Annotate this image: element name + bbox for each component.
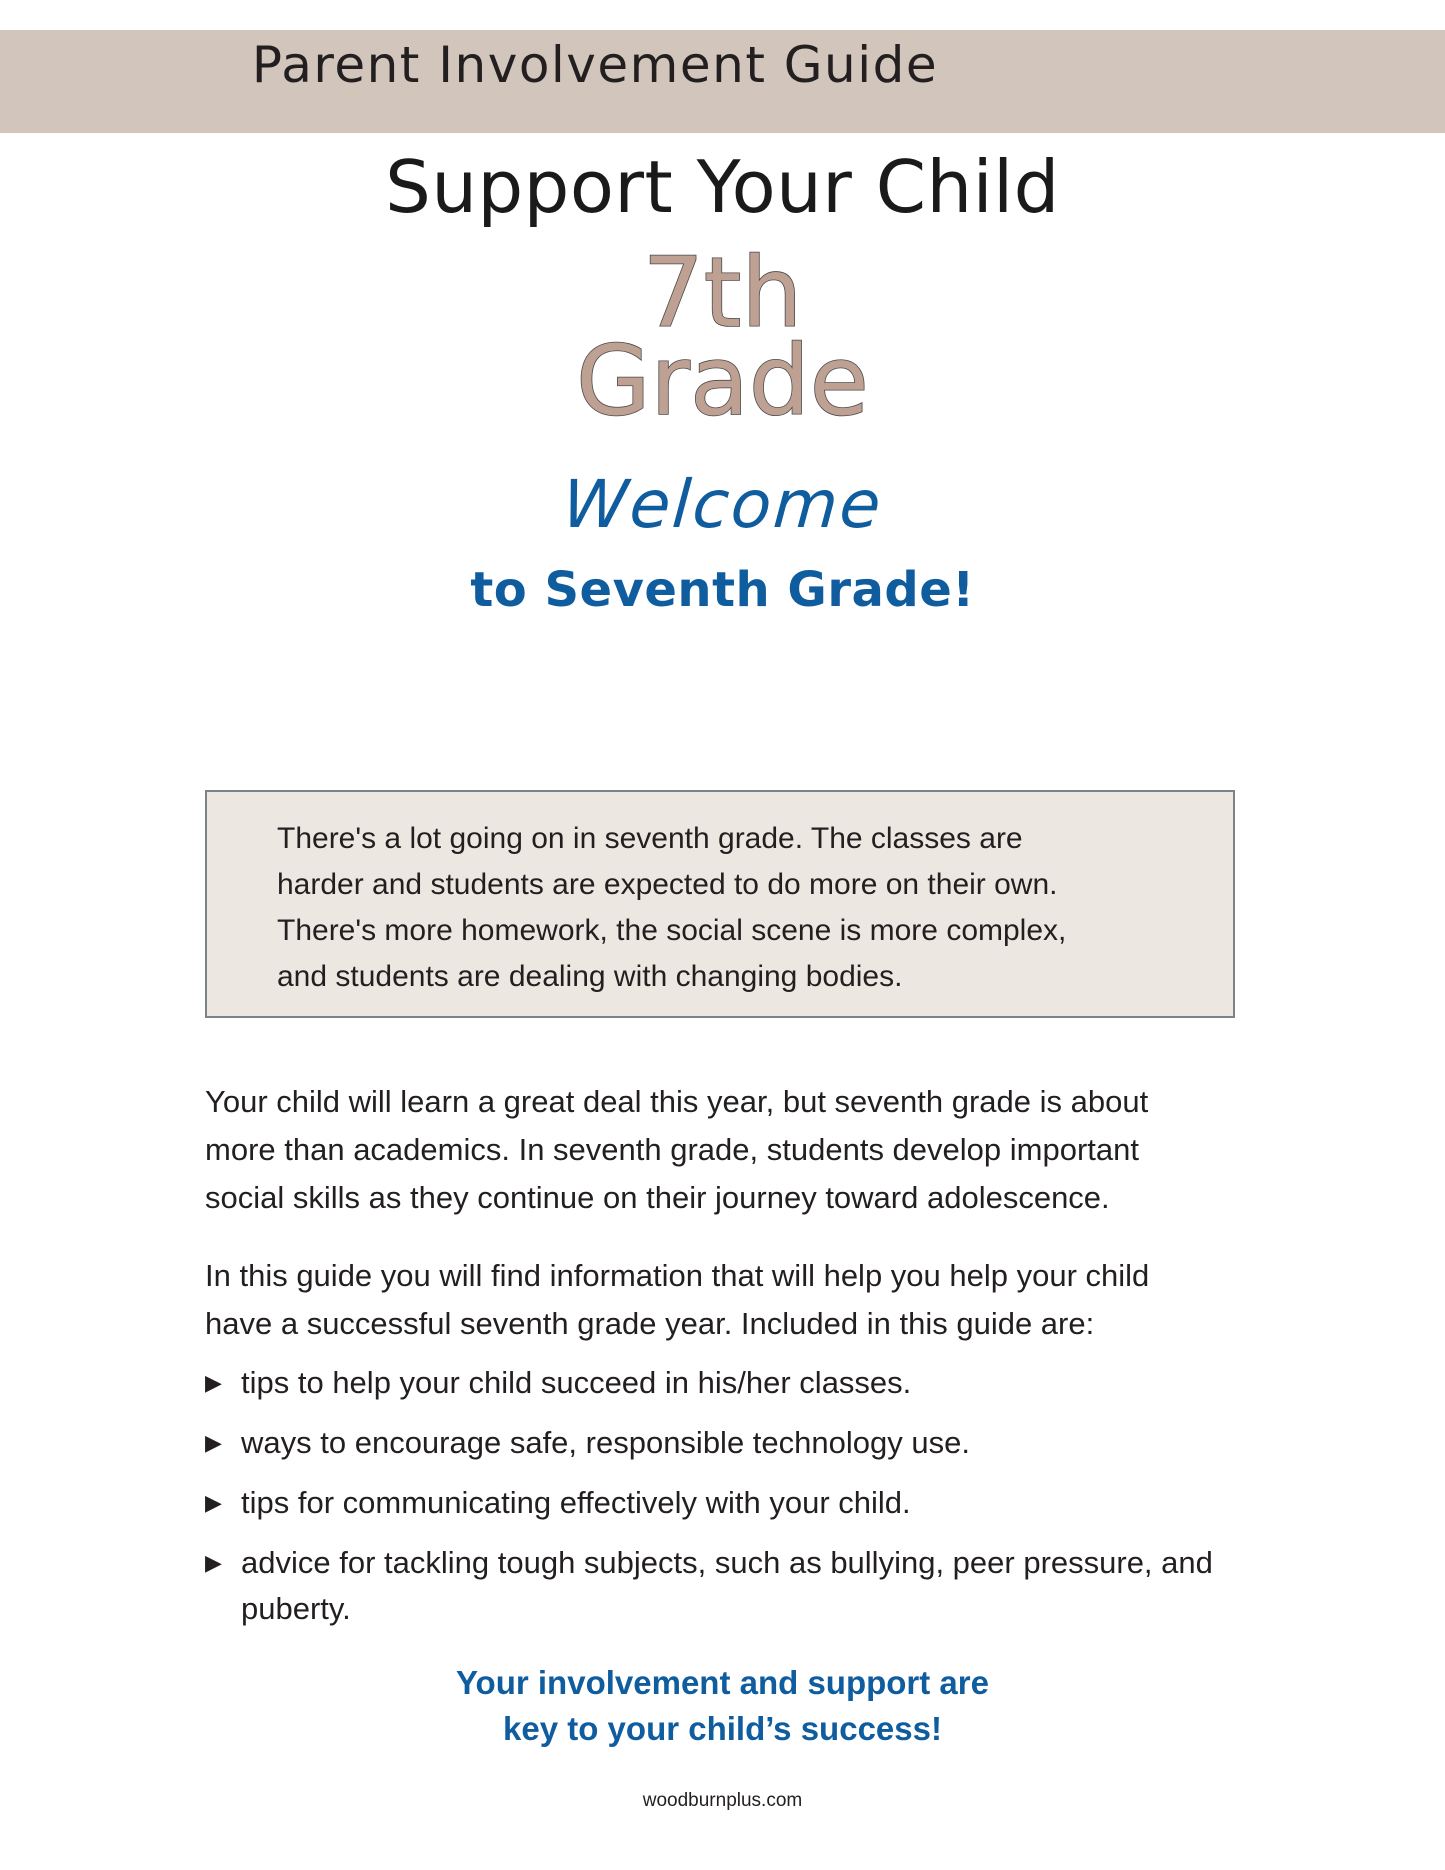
triangle-bullet-icon: ▶	[205, 1430, 222, 1455]
grade-number: 7th	[642, 236, 803, 349]
body-paragraph: In this guide you will find information that will help you help your child have a successful seventh grade year. Included in this guide are:	[205, 1258, 1150, 1341]
triangle-bullet-icon: ▶	[205, 1490, 222, 1515]
closing-line-2: key to your child’s success!	[503, 1710, 942, 1747]
body-copy	[205, 1078, 1215, 1378]
closing-line-1: Your involvement and support are	[456, 1664, 989, 1701]
title-block	[0, 145, 1445, 618]
footer-source: woodburnplus.com	[642, 1790, 803, 1811]
callout-box	[205, 790, 1235, 1018]
list-item-label: tips to help your child succeed in his/her classes.	[241, 1365, 912, 1400]
list-item-label: tips for communicating effectively with your child.	[241, 1485, 911, 1520]
grade-word: Grade	[576, 324, 869, 437]
callout-text	[277, 816, 1177, 1000]
list-item-label: ways to encourage safe, responsible technology use.	[241, 1425, 970, 1460]
list-item	[205, 1420, 1225, 1466]
list-item	[205, 1540, 1225, 1632]
list-item-label: advice for tackling tough subjects, such as bullying, peer pressure, and puberty.	[241, 1545, 1213, 1626]
closing-statement	[0, 1660, 1445, 1752]
callout-line: and students are dealing with changing bodies.	[277, 960, 903, 993]
page-header-title: Parent Involvement Guide	[251, 36, 939, 94]
grade-display	[0, 236, 1445, 437]
welcome-subtitle: to Seventh Grade!	[470, 561, 975, 618]
callout-line: harder and students are expected to do more on their own.	[277, 868, 1058, 901]
triangle-bullet-icon: ▶	[205, 1550, 222, 1575]
guide-contents-list	[205, 1360, 1225, 1646]
page-title: Support Your Child	[385, 145, 1060, 229]
triangle-bullet-icon: ▶	[205, 1370, 222, 1395]
callout-line: There's more homework, the social scene is more complex,	[277, 914, 1067, 947]
callout-line: There's a lot going on in seventh grade. The classes are	[277, 822, 1023, 855]
body-paragraph: Your child will learn a great deal this year, but seventh grade is about more than academics. In seventh grade, students develop important social skills as they continue on their journey toward adolescence.	[205, 1084, 1149, 1215]
list-item	[205, 1480, 1225, 1526]
welcome-script-text: Welcome	[559, 465, 886, 543]
list-item	[205, 1360, 1225, 1406]
